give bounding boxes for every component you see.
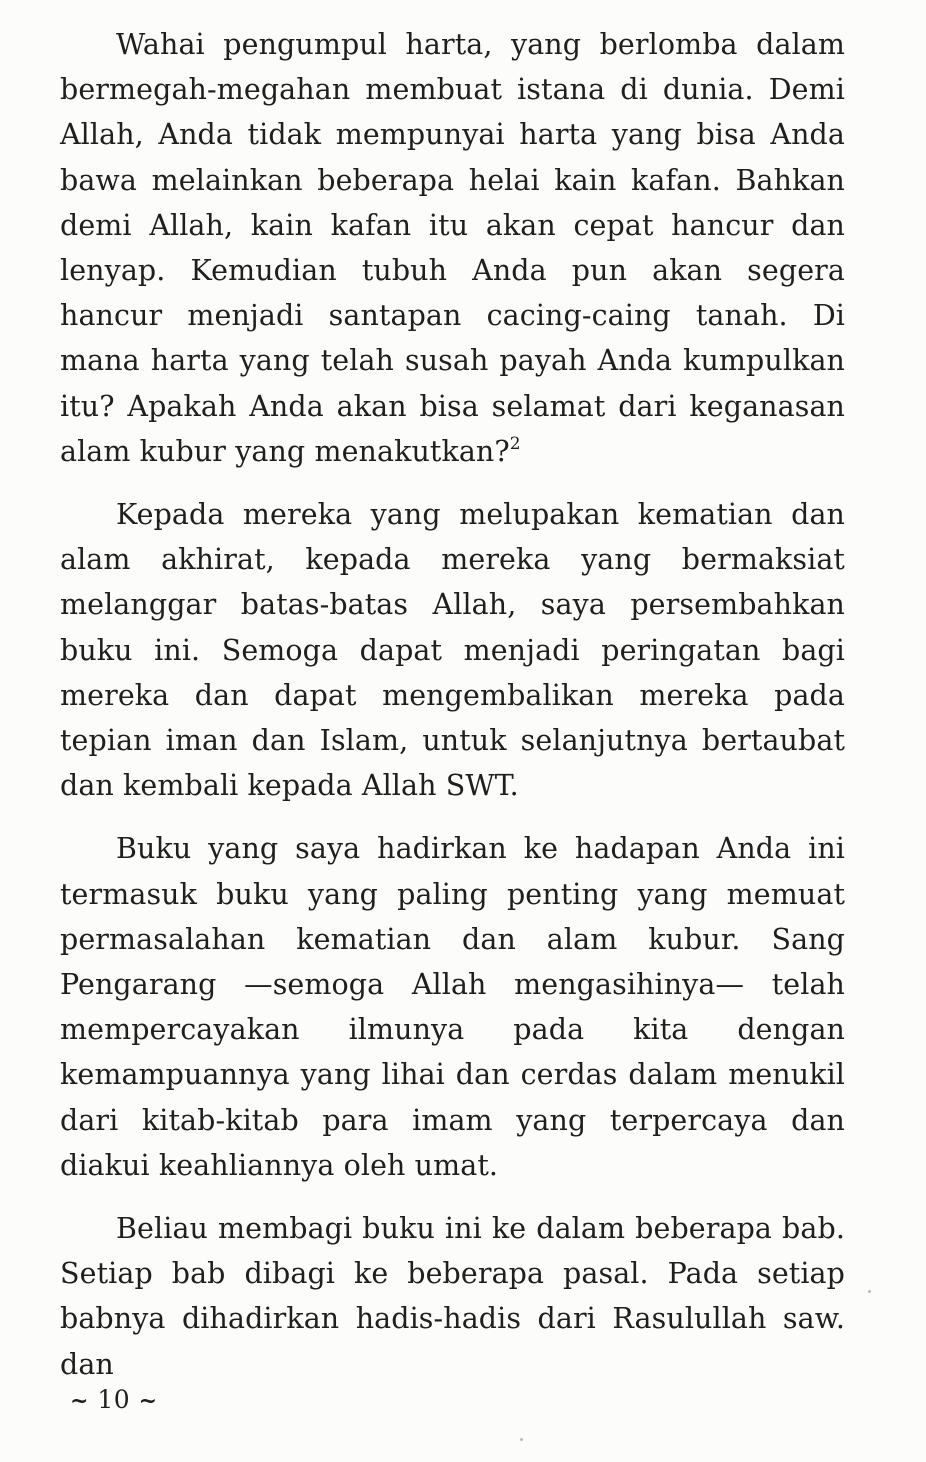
page-number <box>70 1385 158 1414</box>
paragraph-2-text: Kepada mereka yang melupakan kematian dan alam akhirat, kepada mereka yang bermaksiat melanggar batas-batas Allah, saya persembahkan buku ini. Semoga dapat menjadi peringatan bagi mereka dan dapat mengembalikan mereka pada tepian iman dan Islam, untuk selanjutnya bertaubat dan kembali kepada Allah SWT. <box>60 498 845 803</box>
paragraph-1 <box>60 22 845 474</box>
page-number-suffix: ~ <box>138 1388 158 1414</box>
page-number-value: 10 <box>97 1385 131 1414</box>
body-text <box>60 22 845 1387</box>
page-number-prefix: ~ <box>70 1388 89 1414</box>
paragraph-1-text: Wahai pengumpul harta, yang berlomba dalam bermegah-megahan membuat istana di dunia. Demi Allah, Anda tidak mempunyai harta yang bisa Anda bawa melainkan beberapa helai kain kafan. Bahkan demi Allah, kain kafan itu akan cepat hancur dan lenyap. Kemudian tubuh Anda pun akan segera hancur menjadi santapan cacing-caing tanah. Di mana harta yang telah susah payah Anda kumpulkan itu? Apakah Anda akan bisa selamat dari keganasan alam kubur yang menakutkan? <box>60 28 845 468</box>
paper-speck <box>868 1290 871 1293</box>
paragraph-2 <box>60 492 845 808</box>
paragraph-3 <box>60 826 845 1188</box>
paragraph-3-text: Buku yang saya hadirkan ke hadapan Anda ini termasuk buku yang paling penting yang memuat permasalahan kematian dan alam kubur. Sang Pengarang —semoga Allah mengasihinya— telah mempercayakan ilmunya pada kita dengan kemampuannya yang lihai dan cerdas dalam menukil dari kitab-kitab para imam yang terpercaya dan diakui keahliannya oleh umat. <box>60 832 845 1182</box>
paragraph-4-text: Beliau membagi buku ini ke dalam beberapa bab. Setiap bab dibagi ke beberapa pasal. Pada setiap babnya dihadirkan hadis-hadis dari Rasulullah saw. dan <box>60 1212 845 1381</box>
paragraph-4 <box>60 1206 845 1387</box>
footnote-ref-2[interactable]: 2 <box>509 433 521 454</box>
paper-speck <box>520 1438 523 1441</box>
